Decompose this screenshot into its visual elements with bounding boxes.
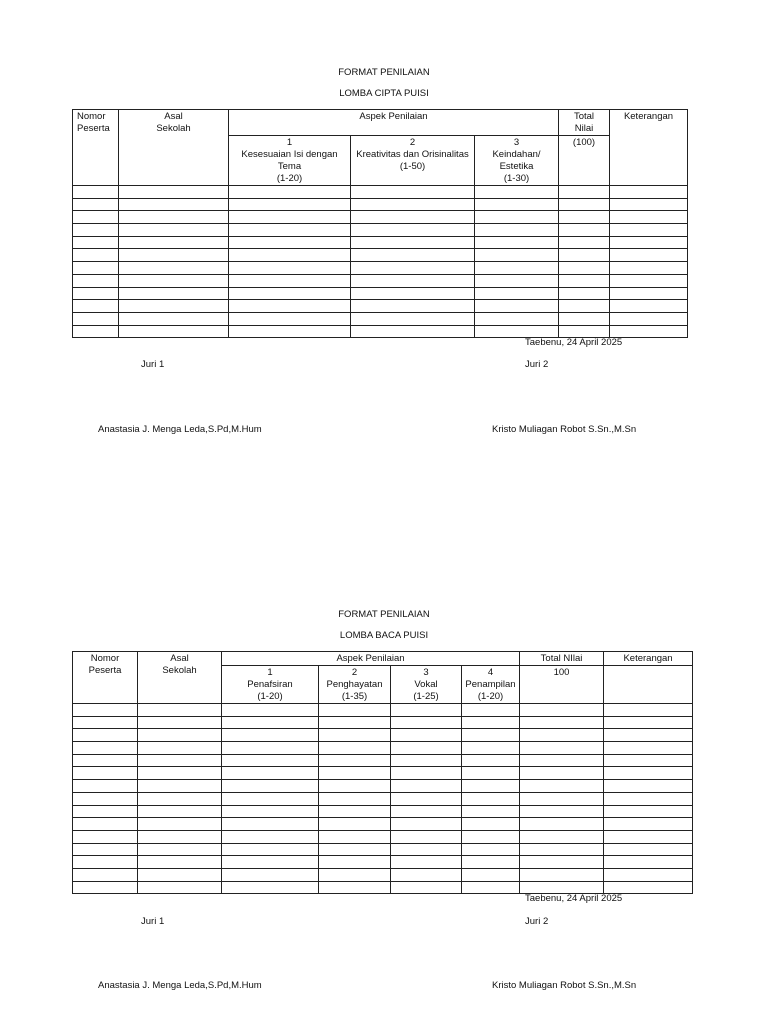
table-cell[interactable] (559, 300, 610, 313)
table-cell[interactable] (229, 300, 351, 313)
table-cell[interactable] (520, 754, 604, 767)
table-row (73, 805, 693, 818)
table-cell[interactable] (119, 262, 229, 275)
table-cell[interactable] (73, 843, 138, 856)
header-aspek-penilaian: Aspek Penilaian (222, 652, 520, 666)
table-cell[interactable] (351, 312, 475, 325)
table-row (73, 868, 693, 881)
table-cell[interactable] (351, 198, 475, 211)
table-cell[interactable] (138, 843, 222, 856)
table-cell[interactable] (604, 792, 693, 805)
table-cell[interactable] (229, 262, 351, 275)
table-cell[interactable] (229, 287, 351, 300)
header-asal-sekolah: Asal Sekolah (119, 110, 229, 186)
table-cell[interactable] (462, 716, 520, 729)
table-cell[interactable] (610, 198, 688, 211)
table-cell[interactable] (351, 274, 475, 287)
table-cell[interactable] (604, 805, 693, 818)
table-cell[interactable] (73, 211, 119, 224)
table-cell[interactable] (319, 881, 391, 894)
table-row (73, 211, 688, 224)
judge2-label: Juri 2 (525, 359, 549, 370)
table-cell[interactable] (351, 249, 475, 262)
form-title: FORMAT PENILAIAN (338, 609, 430, 620)
judge1-label: Juri 1 (141, 359, 165, 370)
table-cell[interactable] (319, 818, 391, 831)
table-row (73, 704, 693, 717)
table-cell[interactable] (462, 805, 520, 818)
table-cell[interactable] (610, 224, 688, 237)
table-cell[interactable] (391, 716, 462, 729)
table-cell[interactable] (604, 868, 693, 881)
table-row (73, 300, 688, 313)
table-cell[interactable] (73, 224, 119, 237)
table-cell[interactable] (138, 805, 222, 818)
table-cell[interactable] (391, 742, 462, 755)
table-cell[interactable] (391, 792, 462, 805)
table-cell[interactable] (119, 236, 229, 249)
table-cell[interactable] (475, 249, 559, 262)
table-cell[interactable] (462, 818, 520, 831)
table-cell[interactable] (475, 300, 559, 313)
table-cell[interactable] (604, 767, 693, 780)
table-cell[interactable] (462, 754, 520, 767)
table-cell[interactable] (462, 843, 520, 856)
table-cell[interactable] (475, 262, 559, 275)
table-cell[interactable] (610, 236, 688, 249)
header-keterangan-blank (604, 666, 693, 704)
table-cell[interactable] (319, 868, 391, 881)
table-cell[interactable] (222, 881, 319, 894)
table-cell[interactable] (475, 325, 559, 338)
table-cell[interactable] (475, 287, 559, 300)
header-total-value: (100) (559, 136, 610, 186)
table-row (73, 198, 688, 211)
table-cell[interactable] (462, 868, 520, 881)
table-cell[interactable] (351, 186, 475, 199)
header-asal-sekolah: Asal Sekolah (138, 652, 222, 704)
header-total-value: 100 (520, 666, 604, 704)
table-cell[interactable] (138, 754, 222, 767)
table-cell[interactable] (462, 856, 520, 869)
criterion-header: 3 Keindahan/ Estetika (1-30) (475, 136, 559, 186)
table-cell[interactable] (119, 325, 229, 338)
table-cell[interactable] (604, 843, 693, 856)
header-keterangan: Keterangan (610, 110, 688, 186)
table-cell[interactable] (351, 287, 475, 300)
table-cell[interactable] (604, 754, 693, 767)
table-cell[interactable] (319, 742, 391, 755)
table-cell[interactable] (73, 868, 138, 881)
table-cell[interactable] (119, 249, 229, 262)
table-cell[interactable] (520, 729, 604, 742)
table-cell[interactable] (520, 767, 604, 780)
table-row (73, 224, 688, 237)
table-cell[interactable] (73, 754, 138, 767)
table-cell[interactable] (610, 274, 688, 287)
table-cell[interactable] (604, 704, 693, 717)
table-cell[interactable] (475, 236, 559, 249)
place-date: Taebenu, 24 April 2025 (525, 893, 623, 904)
table-cell[interactable] (391, 704, 462, 717)
table-cell[interactable] (73, 300, 119, 313)
table-cell[interactable] (391, 830, 462, 843)
table-cell[interactable] (229, 211, 351, 224)
form-subtitle: LOMBA BACA PUISI (339, 630, 429, 641)
table-cell[interactable] (604, 716, 693, 729)
table-cell[interactable] (138, 830, 222, 843)
table-row (73, 729, 693, 742)
table-cell[interactable] (559, 262, 610, 275)
table-cell[interactable] (520, 856, 604, 869)
table-cell[interactable] (391, 729, 462, 742)
table-cell[interactable] (222, 704, 319, 717)
table-row (73, 274, 688, 287)
table-row (73, 716, 693, 729)
criterion-header: 3 Vokal (1-25) (391, 666, 462, 704)
table-cell[interactable] (73, 792, 138, 805)
header-aspek-penilaian: Aspek Penilaian (229, 110, 559, 136)
table-cell[interactable] (520, 742, 604, 755)
table-cell[interactable] (73, 729, 138, 742)
score-table (72, 651, 693, 894)
table-cell[interactable] (559, 274, 610, 287)
table-cell[interactable] (73, 274, 119, 287)
judge1-name: Anastasia J. Menga Leda,S.Pd,M.Hum (98, 424, 262, 435)
table-cell[interactable] (610, 287, 688, 300)
table-cell[interactable] (604, 818, 693, 831)
table-cell[interactable] (138, 881, 222, 894)
table-cell[interactable] (222, 856, 319, 869)
table-cell[interactable] (319, 767, 391, 780)
judge1-label: Juri 1 (141, 916, 165, 927)
table-cell[interactable] (73, 805, 138, 818)
table-cell[interactable] (138, 780, 222, 793)
table-cell[interactable] (119, 274, 229, 287)
table-cell[interactable] (138, 742, 222, 755)
table-cell[interactable] (391, 856, 462, 869)
table-cell[interactable] (73, 716, 138, 729)
table-cell[interactable] (559, 198, 610, 211)
table-cell[interactable] (462, 792, 520, 805)
table-cell[interactable] (138, 818, 222, 831)
table-cell[interactable] (229, 186, 351, 199)
judge1-name: Anastasia J. Menga Leda,S.Pd,M.Hum (98, 980, 262, 991)
table-cell[interactable] (520, 818, 604, 831)
table-cell[interactable] (610, 262, 688, 275)
table-cell[interactable] (559, 312, 610, 325)
table-row (73, 186, 688, 199)
table-cell[interactable] (319, 780, 391, 793)
table-cell[interactable] (559, 211, 610, 224)
table-cell[interactable] (73, 742, 138, 755)
table-cell[interactable] (520, 792, 604, 805)
table-cell[interactable] (73, 262, 119, 275)
table-cell[interactable] (119, 224, 229, 237)
table-cell[interactable] (73, 312, 119, 325)
table-cell[interactable] (610, 186, 688, 199)
table-cell[interactable] (559, 287, 610, 300)
score-rows (73, 186, 688, 338)
table-row (73, 843, 693, 856)
table-row (73, 767, 693, 780)
table-cell[interactable] (391, 754, 462, 767)
table-cell[interactable] (391, 818, 462, 831)
table-cell[interactable] (604, 881, 693, 894)
table-cell[interactable] (475, 211, 559, 224)
table-cell[interactable] (520, 805, 604, 818)
table-cell[interactable] (222, 843, 319, 856)
table-cell[interactable] (319, 716, 391, 729)
table-cell[interactable] (391, 843, 462, 856)
table-cell[interactable] (559, 186, 610, 199)
table-cell[interactable] (73, 186, 119, 199)
table-cell[interactable] (351, 224, 475, 237)
table-cell[interactable] (229, 249, 351, 262)
judge2-name: Kristo Muliagan Robot S.Sn.,M.Sn (492, 980, 637, 991)
table-cell[interactable] (222, 716, 319, 729)
table-cell[interactable] (520, 881, 604, 894)
table-cell[interactable] (604, 729, 693, 742)
table-cell[interactable] (391, 780, 462, 793)
table-cell[interactable] (229, 312, 351, 325)
table-cell[interactable] (319, 754, 391, 767)
table-cell[interactable] (138, 729, 222, 742)
table-row (73, 742, 693, 755)
header-total-nilai: Total NIlai (520, 652, 604, 666)
table-cell[interactable] (462, 704, 520, 717)
table-cell[interactable] (604, 856, 693, 869)
table-cell[interactable] (73, 780, 138, 793)
table-row (73, 754, 693, 767)
table-cell[interactable] (73, 767, 138, 780)
table-cell[interactable] (119, 211, 229, 224)
table-cell[interactable] (222, 754, 319, 767)
table-row (73, 262, 688, 275)
table-cell[interactable] (222, 830, 319, 843)
table-cell[interactable] (520, 843, 604, 856)
table-cell[interactable] (138, 704, 222, 717)
table-row (73, 830, 693, 843)
table-cell[interactable] (610, 325, 688, 338)
table-cell[interactable] (222, 805, 319, 818)
table-cell[interactable] (119, 186, 229, 199)
table-cell[interactable] (319, 805, 391, 818)
table-cell[interactable] (319, 856, 391, 869)
criterion-header: 2 Kreativitas dan Orisinalitas (1-50) (351, 136, 475, 186)
table-cell[interactable] (391, 767, 462, 780)
table-cell[interactable] (73, 830, 138, 843)
table-cell[interactable] (391, 881, 462, 894)
table-cell[interactable] (319, 843, 391, 856)
table-cell[interactable] (462, 830, 520, 843)
table-cell[interactable] (73, 287, 119, 300)
criterion-header: 4 Penampilan (1-20) (462, 666, 520, 704)
table-cell[interactable] (138, 767, 222, 780)
table-cell[interactable] (319, 729, 391, 742)
header-nomor-peserta: Nomor Peserta (73, 652, 138, 704)
table-row (73, 780, 693, 793)
table-cell[interactable] (351, 262, 475, 275)
table-cell[interactable] (119, 300, 229, 313)
table-cell[interactable] (391, 805, 462, 818)
table-cell[interactable] (462, 729, 520, 742)
table-cell[interactable] (475, 312, 559, 325)
table-cell[interactable] (229, 325, 351, 338)
table-cell[interactable] (462, 780, 520, 793)
table-cell[interactable] (222, 868, 319, 881)
table-cell[interactable] (559, 224, 610, 237)
table-cell[interactable] (610, 211, 688, 224)
table-cell[interactable] (73, 856, 138, 869)
table-cell[interactable] (222, 742, 319, 755)
place-date: Taebenu, 24 April 2025 (525, 337, 623, 348)
table-cell[interactable] (610, 312, 688, 325)
table-row (73, 856, 693, 869)
table-cell[interactable] (222, 792, 319, 805)
table-cell[interactable] (229, 198, 351, 211)
table-cell[interactable] (559, 249, 610, 262)
score-rows (73, 704, 693, 894)
table-row (73, 818, 693, 831)
table-cell[interactable] (559, 236, 610, 249)
table-cell[interactable] (604, 830, 693, 843)
table-row (73, 792, 693, 805)
form-title: FORMAT PENILAIAN (338, 67, 430, 78)
table-cell[interactable] (229, 274, 351, 287)
table-cell[interactable] (475, 274, 559, 287)
table-row (73, 312, 688, 325)
table-cell[interactable] (73, 236, 119, 249)
table-cell[interactable] (138, 856, 222, 869)
criterion-header: 2 Penghayatan (1-35) (319, 666, 391, 704)
header-keterangan: Keterangan (604, 652, 693, 666)
table-cell[interactable] (222, 818, 319, 831)
table-cell[interactable] (73, 249, 119, 262)
table-cell[interactable] (119, 312, 229, 325)
table-cell[interactable] (604, 742, 693, 755)
table-cell[interactable] (229, 236, 351, 249)
table-cell[interactable] (559, 325, 610, 338)
table-cell[interactable] (462, 767, 520, 780)
table-cell[interactable] (520, 868, 604, 881)
table-cell[interactable] (351, 300, 475, 313)
table-cell[interactable] (138, 716, 222, 729)
table-cell[interactable] (610, 249, 688, 262)
table-cell[interactable] (610, 300, 688, 313)
table-cell[interactable] (138, 792, 222, 805)
table-cell[interactable] (604, 780, 693, 793)
table-cell[interactable] (73, 704, 138, 717)
table-row (73, 881, 693, 894)
table-cell[interactable] (475, 224, 559, 237)
table-cell[interactable] (391, 868, 462, 881)
table-cell[interactable] (319, 830, 391, 843)
table-cell[interactable] (520, 830, 604, 843)
table-row (73, 236, 688, 249)
criterion-header: 1 Penafsiran (1-20) (222, 666, 319, 704)
table-cell[interactable] (222, 767, 319, 780)
table-cell[interactable] (138, 868, 222, 881)
table-cell[interactable] (73, 818, 138, 831)
table-row (73, 325, 688, 338)
table-cell[interactable] (73, 325, 119, 338)
header-nomor-peserta: Nomor Peserta (73, 110, 119, 186)
table-cell[interactable] (222, 780, 319, 793)
table-cell[interactable] (351, 211, 475, 224)
table-cell[interactable] (462, 881, 520, 894)
table-cell[interactable] (520, 704, 604, 717)
table-cell[interactable] (475, 186, 559, 199)
form-subtitle: LOMBA CIPTA PUISI (339, 88, 429, 99)
table-cell[interactable] (119, 198, 229, 211)
score-table (72, 109, 688, 338)
table-cell[interactable] (475, 198, 559, 211)
table-cell[interactable] (351, 236, 475, 249)
table-cell[interactable] (351, 325, 475, 338)
table-row (73, 287, 688, 300)
judge2-name: Kristo Muliagan Robot S.Sn.,M.Sn (492, 424, 637, 435)
criterion-header: 1 Kesesuaian Isi dengan Tema (1-20) (229, 136, 351, 186)
table-cell[interactable] (319, 792, 391, 805)
table-cell[interactable] (520, 780, 604, 793)
header-total-nilai: Total Nilai (559, 110, 610, 136)
table-cell[interactable] (462, 742, 520, 755)
table-cell[interactable] (520, 716, 604, 729)
table-cell[interactable] (229, 224, 351, 237)
table-cell[interactable] (119, 287, 229, 300)
table-row (73, 249, 688, 262)
table-cell[interactable] (222, 729, 319, 742)
table-cell[interactable] (73, 198, 119, 211)
table-cell[interactable] (73, 881, 138, 894)
table-cell[interactable] (319, 704, 391, 717)
judge2-label: Juri 2 (525, 916, 549, 927)
